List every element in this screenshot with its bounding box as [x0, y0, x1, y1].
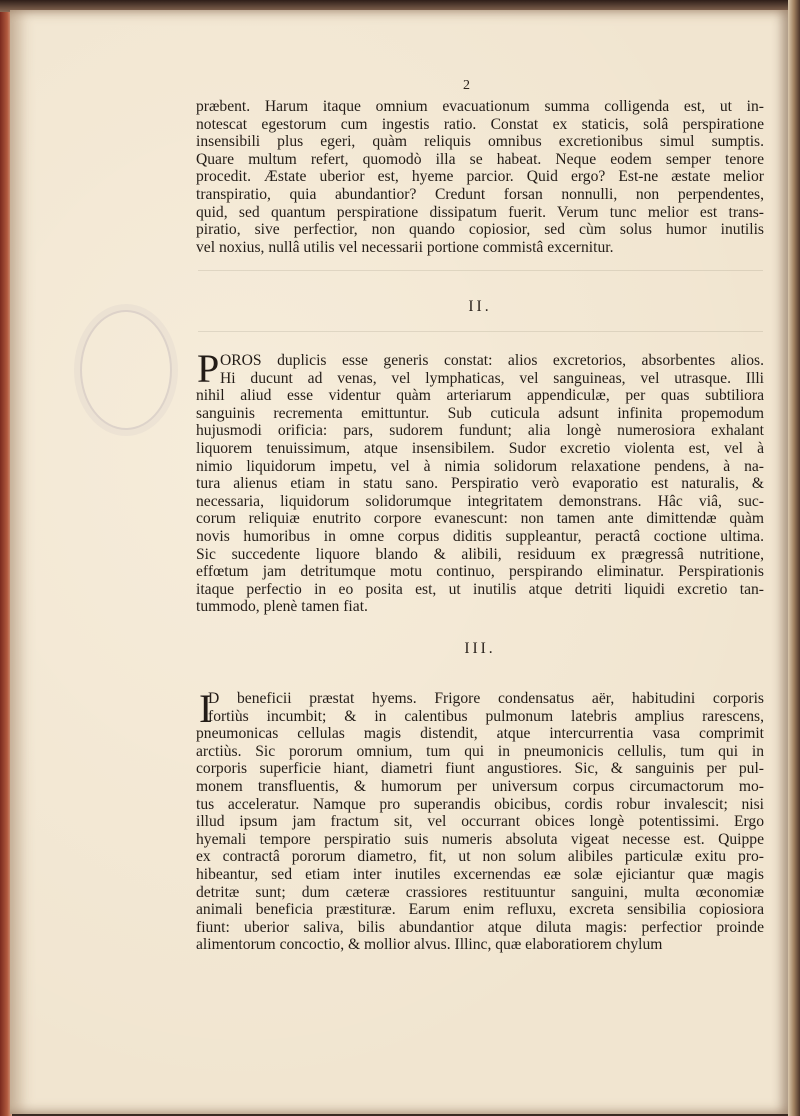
- text-line: tummodo, plenè tamen fiat.: [196, 598, 368, 616]
- text-line: sanguinis recrementa emittuntur. Sub cuticula adsunt infinita propemodum: [196, 404, 764, 422]
- text-line: effœtum jam detritumque motu continuo, perspirando eliminatur. Perspirationis: [196, 563, 764, 581]
- text-line: Sic succedente liquore blando & alibili, residuum ex prægressâ nutritione,: [196, 545, 764, 563]
- text-line: Quare multum refert, quomodò illa se habeat. Neque eodem semper tenore: [196, 150, 764, 168]
- text-line: hujusmodi orificia: pars, sudorem fundunt; alia longè numerosiora exhalant: [196, 422, 764, 440]
- text-line: liquorem tenuissimum, atque insensibilem. Sudor excretio violenta est, vel à: [196, 439, 764, 457]
- text-line: necessaria, liquidorum solidorumque integritatem demonstrans. Hâc viâ, suc-: [196, 492, 764, 510]
- section-heading-3: III.: [464, 640, 496, 657]
- text-line: procedit. Æstate uberior est, hyeme parcior. Quid ergo? Est-ne æstate melior: [196, 168, 764, 186]
- text-line: D beneficii præstat hyems. Frigore condensatus aër, habitudini corporis: [208, 690, 764, 707]
- text-line: quid, sed quantum perspiratione dissipatum fuerit. Verum tunc melior est trans-: [196, 203, 764, 221]
- text-line: nihil aliud esse videntur quàm arteriarum appendiculæ, per quas subtiliora: [196, 387, 764, 405]
- paragraph-3: [196, 686, 764, 954]
- text-line: tura alienus etiam in statu sano. Perspiratio verò evaporatio est naturalis, &: [196, 475, 764, 493]
- text-line: arctiùs. Sic pororum omnium, tum qui in pneumonicis cellulis, tum qui in: [196, 742, 764, 760]
- text-line: vel noxius, nullâ utilis vel necessarii portione commistâ excernitur.: [196, 238, 614, 256]
- text-line: corporis superficie hiant, diametri fiunt angustiores. Sic, & sanguinis per pul-: [196, 760, 764, 778]
- text-line: piratio, sive perfectior, non quando copiosior, sed cùm solus humor inutilis: [196, 221, 764, 239]
- text-line: tus acceleratur. Namque pro superandis obicibus, cordis robur invalescit; nisi: [196, 795, 764, 813]
- text-line: alimentorum concoctio, & mollior alvus. Illinc, quæ elaboratiorem chylum: [196, 936, 663, 954]
- text-line: hibeantur, sed etiam inter inutiles excernendas eæ solæ ejiciantur quæ magis: [196, 865, 764, 883]
- text-line: pneumonicas cellulas magis distendit, atque intercurrentia vasa comprimit: [196, 725, 764, 743]
- text-line: præbent. Harum itaque omnium evacuationum summa colligenda est, ut in-: [196, 98, 764, 115]
- text-line: fortiùs incumbit; & in calentibus pulmonum latebris amplius rarescens,: [208, 707, 764, 725]
- text-line: hyemali tempore perspiratio suis numeris absoluta vigeat necesse est. Quippe: [196, 830, 764, 848]
- faded-library-stamp: [80, 310, 172, 430]
- text-line: Hi ducunt ad venas, vel lymphaticas, vel sanguineas, vel utrasque. Illi: [220, 369, 764, 387]
- paragraph-1: [196, 98, 764, 256]
- text-line: monem transfluentis, & humorum per universum corpus circumactorum mo-: [196, 777, 764, 795]
- text-line: insensibili plus egeri, quàm reliquis omnibus excretionibus simul sumptis.: [196, 133, 764, 151]
- text-line: nimio liquidorum impetu, vel à nimia solidorum relaxatione pendens, à na-: [196, 457, 764, 475]
- text-line: OROS duplicis esse generis constat: alios excretorios, absorbentes alios.: [220, 352, 764, 369]
- text-line: ex contractâ pororum diametro, fit, ut non solum alibiles particulæ exitu pro-: [196, 848, 764, 866]
- dropcap-i: I: [199, 686, 213, 731]
- text-line: transpiratio, quia abundantior? Credunt forsan nonnulli, non perpendentes,: [196, 185, 764, 203]
- text-line: detritæ sunt; dum cæteræ crassiores restituuntur sanguini, multa œconomiæ: [196, 883, 764, 901]
- text-line: novis humoribus in omne corpus diditis suppleantur, peractâ coctione ultima.: [196, 527, 764, 545]
- dropcap-p: P: [197, 346, 220, 391]
- text-line: illud ipsum jam fractum sit, vel occurrant obices longè potentissimi. Ergo: [196, 813, 764, 831]
- page-fore-edge: [788, 0, 800, 1116]
- text-line: itaque perfectio in eo posita est, ut inutilis atque detriti liquidi excretio tan-: [196, 580, 764, 598]
- text-line: notescat egestorum cum ingestis ratio. Constat ex staticis, solâ perspiratione: [196, 115, 764, 133]
- page-number: 2: [463, 78, 470, 93]
- paragraph-2: [196, 346, 764, 616]
- text-line: corum reliquiæ enutrito corpore evanescunt: non tamen ante dimittendæ quàm: [196, 510, 764, 528]
- section-heading-2: II.: [468, 298, 492, 315]
- text-line: animali beneficia præstituræ. Earum enim refluxu, excreta sensibilia copiosiora: [196, 901, 764, 919]
- text-line: fiunt: uberior saliva, bilis abundantior atque diluta magis: perfectior proinde: [196, 918, 764, 936]
